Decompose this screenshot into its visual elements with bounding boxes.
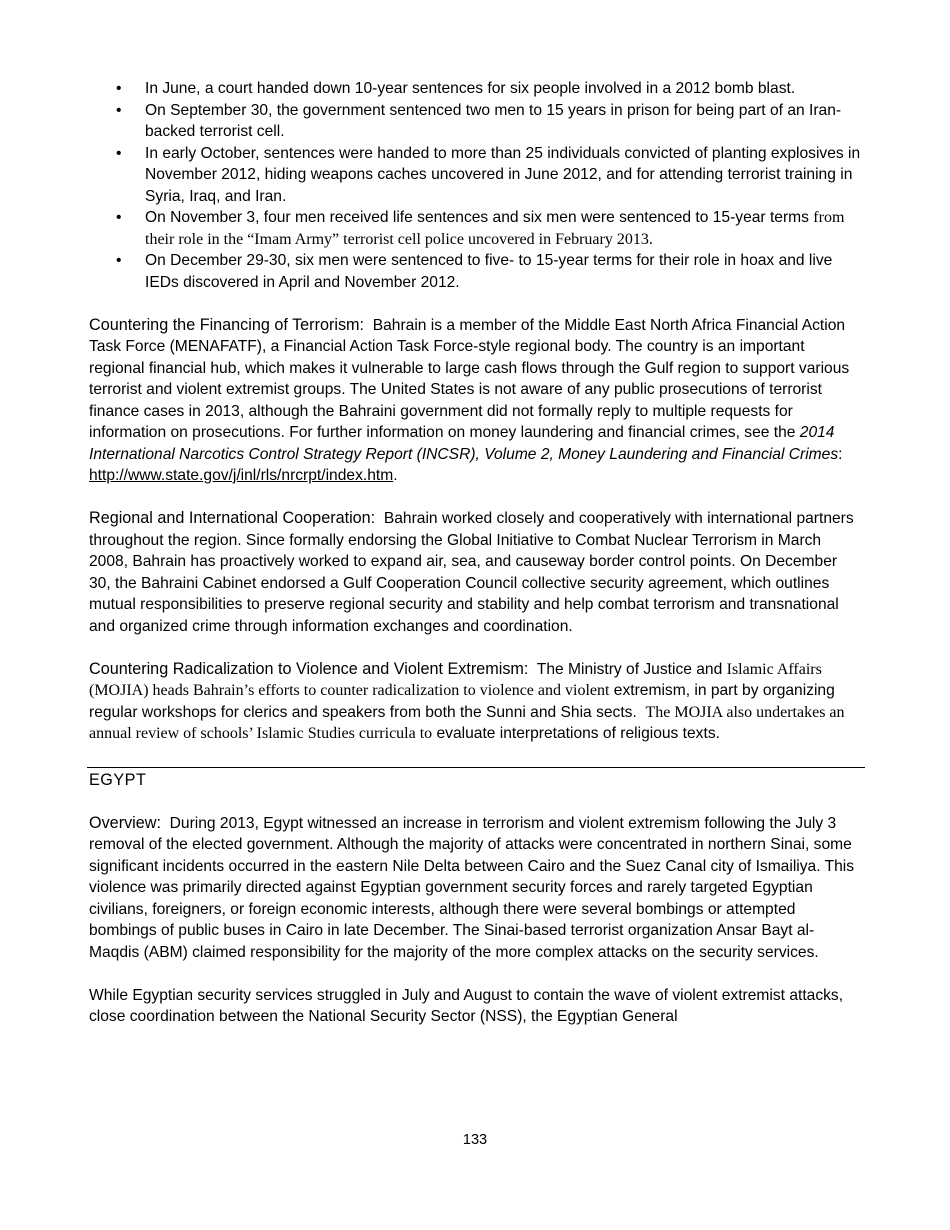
radicalization-heading: Countering Radicalization to Violence and Violent Extremism: [89,659,529,678]
page-number: 133 [462,1132,488,1148]
bullet-icon: • [116,144,122,162]
bullet-item: • On December 29-30, six men were sentenced to five- to 15-year terms for their role in hoax and live IEDs discovered in April and November 2012. [116,252,833,291]
bullet-item: • In June, a court handed down 10-year sentences for six people involved in a 2012 bomb blast. [145,78,863,100]
overview-heading: Overview: [89,813,161,832]
egypt-overview-paragraph: Overview: During 2013, Egypt witnessed an increase in terrorism and violent extremism following the July 3 removal of the elected government. Although the majority of attacks were concentrated in northern Sinai, some significant incidents occurred in the eastern Nile Delta between Cairo and the Suez Canal city of Ismailiya. This violence was primarily directed against Egyptian government security forces and rarely targeted Egyptian civilians, foreigners, or foreign economic interests, although there were several bombings or attempted bombings of public buses in Cairo in late December. The Sinai-based terrorist organization Ansar Bayt al-Maqdis (ABM) claimed responsibility for the majority of the more complex attacks on the security services. [89,813,855,961]
bullet-icon: • [116,80,122,97]
bullet-icon: • [116,101,122,119]
sentences-bullet-list [89,78,863,293]
egypt-section-title: EGYPT [89,770,147,789]
financing-heading: Countering the Financing of Terrorism: [89,315,365,334]
egypt-continued-paragraph: While Egyptian security services struggled in July and August to contain the wave of violent extremist attacks, close coordination between the National Security Sector (NSS), the Egyptian General [89,986,844,1025]
radicalization-paragraph: Countering Radicalization to Violence and Violent Extremism: The Ministry of Justice and Islamic Affairs (MOJIA) heads Bahrain’s efforts to counter radicalization to violence and violent extremism, in part by organizing regular workshops for clerics and speakers from both the Sunni and Shia sects. The MOJIA also undertakes an annual review of schools’ Islamic Studies curricula to evaluate interpretations of religious texts. [89,659,845,742]
bullet-icon: • [116,209,122,226]
report-title: 2014 International Narcotics Control Strategy Report (INCSR), Volume 2, Money Laundering and Financial Crimes [89,424,839,463]
bullet-item: • On September 30, the government sentenced two men to 15 years in prison for being part of an Iran-backed terrorist cell. [116,101,842,140]
document-page [89,78,863,1028]
cooperation-paragraph: Regional and International Cooperation: Bahrain worked closely and cooperatively with international partners throughout the region. Since formally endorsing the Global Initiative to Combat Nuclear Terrorism in March 2008, Bahrain has proactively worked to expand air, sea, and causeway border control points. On December 30, the Bahraini Cabinet endorsed a Gulf Cooperation Council collective security agreement, which outlines mutual responsibilities to preserve regional security and stability and help combat terrorism and transnational and organized crime through information exchanges and coordination. [89,509,854,635]
nrcrpt-link[interactable]: http://www.state.gov/j/inl/rls/nrcrpt/index.htm [89,467,394,484]
financing-paragraph: Countering the Financing of Terrorism: Bahrain is a member of the Middle East North Africa Financial Action Task Force (MENAFATF), a Financial Action Task Force-style regional body. The country is an important regional financial hub, which makes it vulnerable to large cash flows through the Gulf region to support various terrorist and violent extremist groups. The United States is not aware of any public prosecutions of terrorist finance cases in 2013, although the Bahraini government did not formally reply to multiple requests for information on prosecutions. For further information on money laundering and financial crimes, see the 2014 International Narcotics Control Strategy Report (INCSR), Volume 2, Money Laundering and Financial Crimes: http://www.state.gov/j/inl/rls/nrcrpt/index.htm. [89,315,850,484]
bullet-item: • On November 3, four men received life sentences and six men were sentenced to 15-year terms from their role in the “Imam Army” terrorist cell police uncovered in February 2013. [116,209,845,248]
section-divider [87,767,865,768]
bullet-icon: • [116,252,122,269]
cooperation-heading: Regional and International Cooperation: [89,509,376,527]
bullet-item: • In early October, sentences were handed to more than 25 individuals convicted of planting explosives in November 2012, hiding weapons caches uncovered in June 2012, and for attending terrorist training in Syria, Iraq, and Iran. [116,144,861,205]
